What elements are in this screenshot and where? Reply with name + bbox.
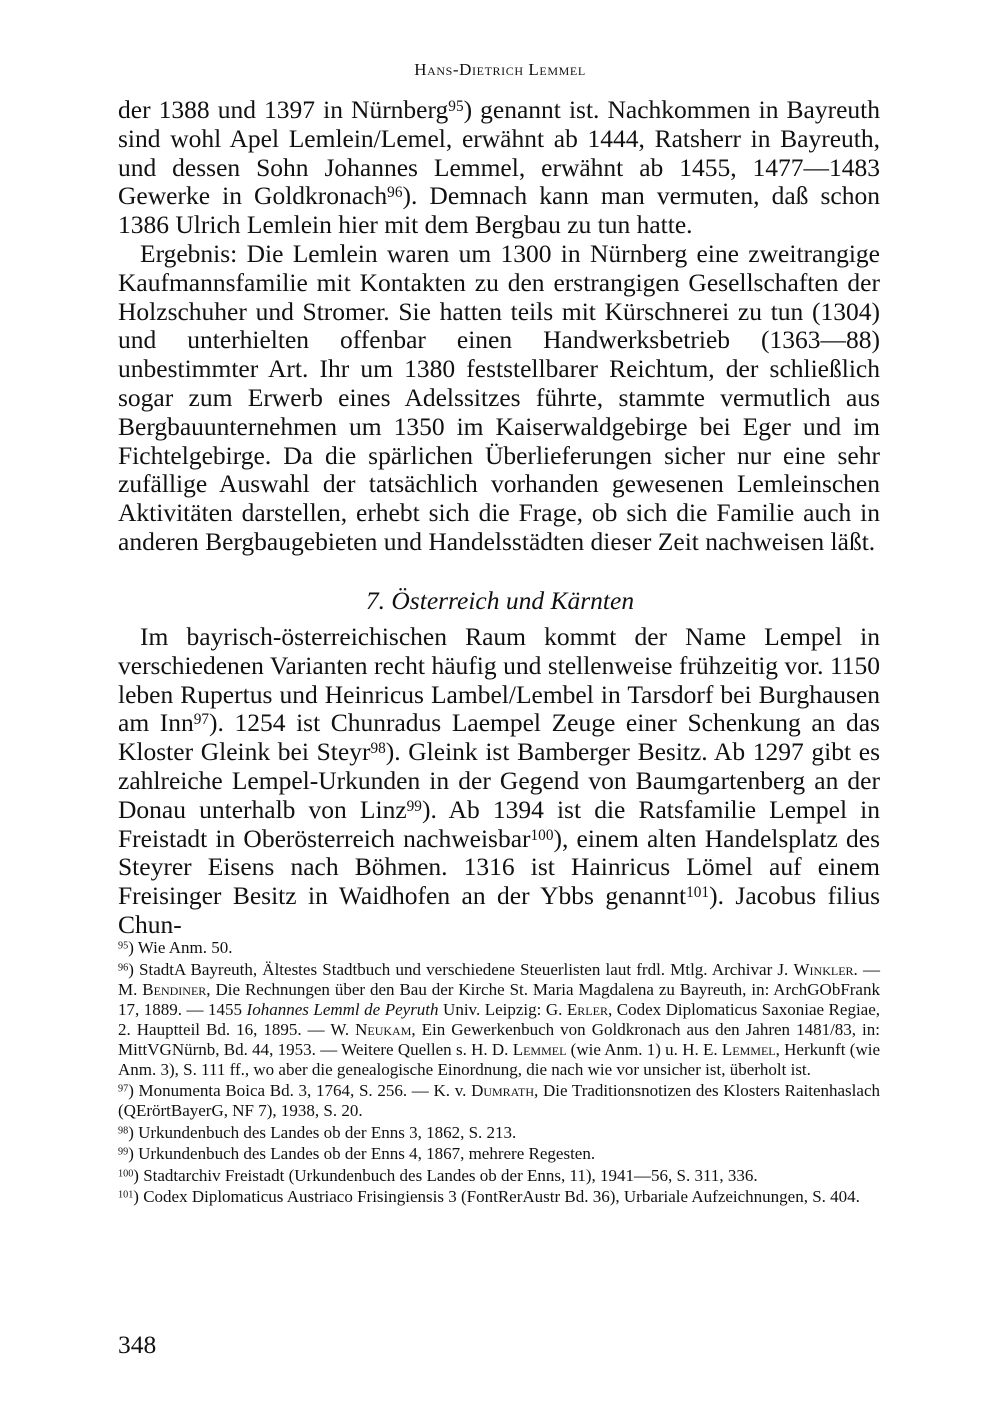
- text-run: ). Demnach kann man vermuten, daß schon 1386 Ulrich Lemlein hier mit dem Bergbau zu tun hatte.: [118, 181, 880, 240]
- text-run: ) Urkundenbuch des Landes ob der Enns 3, 1862, S. 213.: [128, 1122, 517, 1142]
- footnote-marker: 99: [406, 797, 422, 815]
- section-heading: 7. Österreich und Kärnten: [365, 586, 635, 615]
- text-run: ) genannt ist. Nachkommen in Bayreuth sind wohl Apel Lemlein/Lemel, erwähnt ab 1444, Ratsherr in Bayreuth, und dessen Sohn Johannes Lemmel, erwähnt ab 1455, 1477—1483 Gewerke in Goldkronach: [118, 95, 881, 211]
- footnote-marker: 100: [530, 826, 554, 844]
- text-run: ) Wie Anm. 50.: [128, 938, 233, 957]
- text-run: Im bayrisch-österreichischen Raum kommt der Name Lempel in verschiedenen Varianten recht häufig und stellenweise frühzeitig vor. 1150 leben Rupertus und Heinricus Lambel/Lembel in Tarsdorf bei Burghausen am Inn: [118, 622, 880, 738]
- footnote-marker: 95: [118, 940, 129, 952]
- running-head-text: Hans-Dietrich Lemmel: [414, 60, 586, 79]
- footnote: [118, 1166, 880, 1186]
- footnote: [118, 1144, 880, 1164]
- author-name: Dumrath: [471, 1081, 535, 1100]
- footnote-marker: 95: [448, 98, 464, 116]
- text-run: ) Codex Diplomaticus Austriaco Frisingiensis 3 (FontRerAustr Bd. 36), Urbariale Aufzeichnungen, S. 404.: [133, 1187, 860, 1206]
- footnote-marker: 98: [118, 1124, 129, 1136]
- paragraph: [118, 240, 880, 557]
- paragraph: [118, 623, 880, 940]
- text-run: ). 1254 ist Chunradus Laempel Zeuge einer Schenkung an das Kloster Gleink bei Steyr: [118, 708, 880, 767]
- footnote-marker: 98: [370, 740, 386, 758]
- text-run: ). Gleink ist Bamberger Besitz. Ab 1297 gibt es zahlreiche Lempel-Urkunden in der Gegend von Baumgartenberg an der Donau unterhalb von Linz: [118, 737, 880, 824]
- text-run: ). Jacobus filius Chun-: [118, 881, 880, 939]
- text-run: ) StadtA Bayreuth, Ältestes Stadtbuch und verschiedene Steuerlisten laut frdl. Mtlg. Archivar J.: [128, 959, 794, 979]
- footnote-marker: 97: [118, 1083, 129, 1095]
- text-run: , Die Traditionsnotizen des Klosters Raitenhaslach (QErörtBayerG, NF 7), 1938, S. 20.: [118, 1081, 880, 1120]
- text-run: ) Monumenta Boica Bd. 3, 1764, S. 256. — K. v.: [128, 1081, 472, 1100]
- text-run: ) Stadtarchiv Freistadt (Urkundenbuch des Landes ob der Enns, 11), 1941—56, S. 311, 336.: [133, 1165, 758, 1185]
- text-run: ), einem alten Handelsplatz des Steyrer Eisens nach Böhmen. 1316 ist Hainricus Lömel auf einem Freisinger Besitz in Waidhofen an der Ybbs genannt: [118, 823, 880, 911]
- text-run: , Herkunft (wie Anm. 3), S. 111 ff., wo aber die genealogische Einordnung, die nach wie vor unsicher ist, überholt ist.: [118, 1039, 880, 1079]
- footnote-marker: 101: [686, 884, 710, 902]
- author-name: Bendiner: [142, 979, 207, 999]
- text-run: , Die Rechnungen über den Bau der Kirche St. Maria Magdalena zu Bayreuth, in: ArchGObFrank 17, 1889. — 1455: [118, 979, 880, 1019]
- text-run: Ergebnis: Die Lemlein waren um 1300 in Nürnberg eine zweitrangige Kaufmannsfamilie mit Kontakten zu den erstrangigen Gesellschaften der Holzschuher und Stromer. Sie hatten teils mit Kürschnerei zu tun (1304) und unterhielten offenbar einen Handwerksbetrieb (1363—88) unbestimmter Art. Ihr um 1380 feststellbarer Reichtum, der schließlich sogar zum Erwerb eines Adelssitzes führte, stammte vermutlich aus Bergbauunternehmen um 1350 im Kaiserwaldgebirge bei Eger und im Fichtelgebirge. Da die spärlichen Überlieferungen sicher nur eine sehr zufällige Auswahl der tatsächlich vorhanden gewesenen Lemleinschen Aktivitäten darstellen, erhebt sich die Frage, ob sich die Familie auch in anderen Bergbaugebieten und Handelsstädten dieser Zeit nachweisen läßt.: [118, 238, 880, 556]
- footnote: [118, 1123, 880, 1143]
- body-text-bottom: [118, 623, 880, 940]
- text-run: Univ. Leipzig: G.: [438, 999, 567, 1019]
- text-run: der 1388 und 1397 in Nürnberg: [118, 95, 449, 124]
- italic-text: Iohannes Lemml de Peyruth: [246, 999, 439, 1019]
- footnote-marker: 99: [118, 1146, 129, 1158]
- text-run: , Ein Gewerkenbuch von Goldkronach aus den Jahren 1481/83, in: MittVGNürnb, Bd. 44, 1953. — Weitere Quellen s. H. D.: [118, 1019, 880, 1059]
- author-name: Neukam: [355, 1019, 412, 1039]
- author-name: Winkler: [793, 959, 854, 979]
- text-run: . — M.: [118, 959, 880, 999]
- paragraph: [118, 96, 880, 240]
- footnotes: [118, 938, 880, 1209]
- text-run: , Codex Diplomaticus Saxoniae Regiae, 2. Hauptteil Bd. 16, 1895. — W.: [118, 999, 881, 1039]
- author-name: Erler: [566, 999, 608, 1019]
- footnote-marker: 97: [193, 711, 210, 729]
- author-name: Lemmel: [512, 1039, 567, 1059]
- footnote: [118, 960, 880, 1080]
- footnote: [118, 1081, 880, 1121]
- footnote: [118, 938, 880, 958]
- text-run: ) Urkundenbuch des Landes ob der Enns 4, 1867, mehrere Regesten.: [128, 1144, 596, 1163]
- footnote: [118, 1187, 880, 1207]
- page-number: 348: [118, 1330, 157, 1359]
- footnote-marker: 96: [118, 961, 129, 973]
- text-run: ). Ab 1394 ist die Ratsfamilie Lempel in Freistadt in Oberösterreich nachweisbar: [118, 794, 881, 853]
- footnote-marker: 100: [118, 1167, 134, 1179]
- author-name: Lemmel: [721, 1039, 776, 1059]
- footnote-marker: 101: [118, 1189, 134, 1201]
- body-text-top: [118, 96, 880, 557]
- text-run: (wie Anm. 1) u. H. E.: [566, 1039, 722, 1059]
- footnote-marker: 96: [387, 184, 403, 202]
- running-head: [0, 60, 1000, 80]
